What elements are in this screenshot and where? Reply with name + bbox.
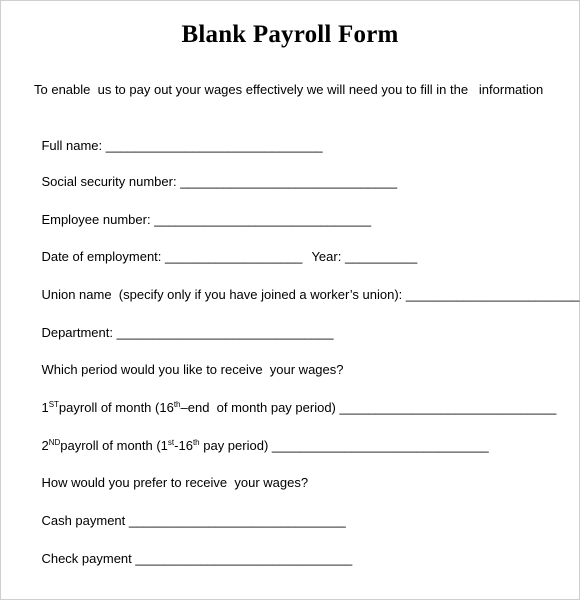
check-payment-row [27,535,352,583]
union-name-label: Union name (specify only if you have joined a worker’s union): [41,287,406,302]
cash-payment-field[interactable]: ______________________________ [128,513,346,528]
date-of-employment-field[interactable]: ___________________ [165,249,303,264]
first-payroll-label [41,400,339,416]
year-label: Year: [311,249,345,264]
union-name-field[interactable]: ________________________ [405,287,580,302]
first-payroll-text-b: –end of month pay period) [180,400,340,415]
second-payroll-text-a: payroll of month (1 [60,438,168,453]
full-name-field[interactable]: ______________________________ [105,138,323,153]
second-payroll-text-c: pay period) [199,438,272,453]
intro-text: To enable us to pay out your wages effectively we will need you to fill in the information [34,82,544,97]
ssn-label: Social security number: [41,174,181,189]
first-payroll-field[interactable]: ______________________________ [339,400,557,415]
second-payroll-superscript-b: st [167,438,175,447]
receive-question-text: How would you prefer to receive your wages? [41,475,309,490]
second-payroll-text-b: -16 [174,438,193,453]
first-payroll-number: 1 [41,400,49,415]
second-payroll-superscript-c: th [192,438,200,447]
employee-number-field[interactable]: ______________________________ [154,212,372,227]
department-label: Department: [41,325,117,340]
second-payroll-number: 2 [41,438,49,453]
date-of-employment-label: Date of employment: [41,249,166,264]
year-field[interactable]: __________ [344,249,418,264]
first-payroll-superscript-b: th [173,400,181,409]
second-payroll-label [41,438,271,454]
first-payroll-superscript: ST [48,400,59,409]
second-payroll-field[interactable]: ______________________________ [271,438,489,453]
second-payroll-superscript: ND [48,438,61,447]
check-payment-label: Check payment [41,551,136,566]
ssn-field[interactable]: ______________________________ [180,174,398,189]
full-name-label: Full name: [41,138,106,153]
period-question-text: Which period would you like to receive your wages? [41,362,344,377]
first-payroll-text-a: payroll of month (16 [58,400,174,415]
department-field[interactable]: ______________________________ [116,325,334,340]
check-payment-field[interactable]: ______________________________ [135,551,353,566]
cash-payment-label: Cash payment [41,513,129,528]
employee-number-label: Employee number: [41,212,155,227]
form-title: Blank Payroll Form [181,21,399,48]
